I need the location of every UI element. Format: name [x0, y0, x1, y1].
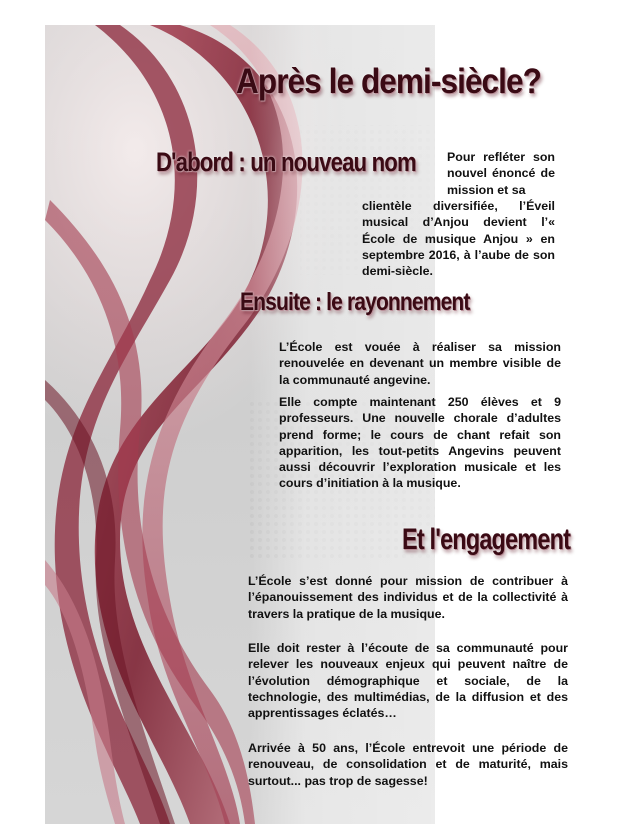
paragraph-engagement-mission: L’École s’est donné pour mission de contribuer à l’épanouissement des individus et de la collectivité à travers la pratique de la musique.: [248, 574, 568, 621]
section-heading-rayonnement: Ensuite : le rayonnement: [240, 288, 470, 316]
section-heading-engagement: Et l'engagement: [402, 523, 571, 556]
paragraph-rayonnement-mission: L’École est vouée à réaliser sa mission renouvelée en devenant un membre visible de la communauté angevine.: [279, 340, 561, 387]
page-title: Après le demi-siècle?: [236, 62, 542, 101]
paragraph-engagement-ecoute: Elle doit rester à l’écoute de sa communauté pour relever les nouveaux enjeux qui peuvent naître de l’évolution démographique et sociale, de la technologie, des multimédias, de la diffusion et des apprentissages éclatés…: [248, 641, 568, 721]
section-heading-nouveau-nom: D'abord : un nouveau nom: [156, 147, 416, 177]
paragraph-nouveau-nom-body: clientèle diversifiée, l’Éveil musical d’Anjou devient l’« École de musique Anjou » en septembre 2016, à l’aube de son demi-siècle.: [362, 199, 555, 279]
paragraph-engagement-50-ans: Arrivée à 50 ans, l’École entrevoit une période de renouveau, de consolidation et de maturité, mais surtout... pas trop de sagesse!: [248, 741, 568, 788]
paragraph-nouveau-nom-intro: Pour refléter son nouvel énoncé de mission et sa: [447, 150, 555, 197]
paragraph-rayonnement-eleves: Elle compte maintenant 250 élèves et 9 professeurs. Une nouvelle chorale d’adultes prend forme; le cours de chant refait son apparition, les tout-petits Angevins peuvent aussi découvrir l’exploration musicale et les cours d’initiation à la musique.: [279, 395, 561, 491]
